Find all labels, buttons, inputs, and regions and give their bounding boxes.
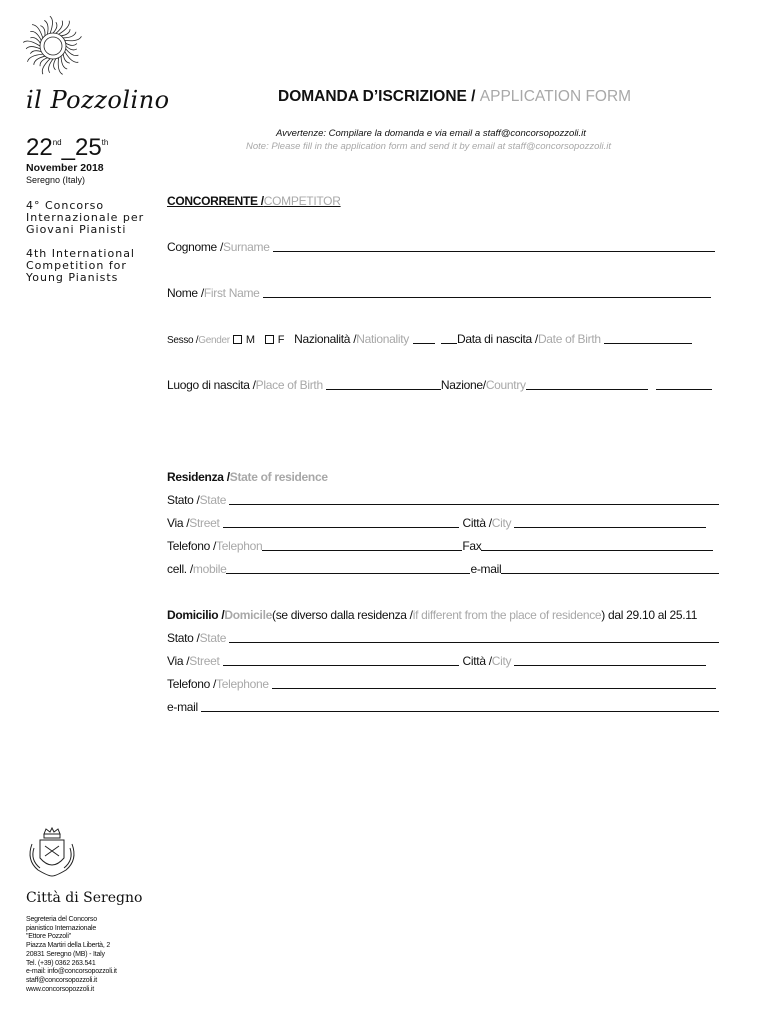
warning-text: Avvertenze: Compilare la domanda e via email a staff@concorsopozzoli.it: [276, 128, 586, 139]
city-name: Città di Seregno: [26, 890, 143, 906]
competition-dates: 22nd_25th: [26, 134, 109, 161]
logo-ray: [66, 46, 77, 50]
residence-city-field[interactable]: [514, 527, 706, 528]
logo-ray: [50, 16, 53, 33]
logo-ray: [65, 36, 82, 40]
competition-place: Seregno (Italy): [26, 175, 86, 185]
domicile-street-field[interactable]: [223, 665, 459, 666]
residence-mobile-field[interactable]: [226, 573, 470, 574]
english-subtitle: 4th International Competition for Young Pianists: [26, 247, 135, 284]
residence-heading: Residenza / State of residence: [167, 470, 328, 484]
logo-ray: [63, 54, 70, 63]
logo-ray: [58, 58, 62, 75]
competitor-heading: CONCORRENTE / COMPETITOR: [167, 194, 341, 208]
logo-ray: [40, 58, 47, 66]
residence-phone-row: Telefono / Telephon Fax: [167, 539, 713, 553]
firstname-row: Nome / First Name: [167, 286, 711, 300]
sex-f-checkbox[interactable]: [265, 335, 274, 344]
logo-ray: [32, 25, 43, 38]
italian-subtitle: 4° Concorso Internazionale per Giovani Pianisti: [26, 199, 145, 236]
pozzolino-logo-icon: [22, 14, 84, 80]
logo-ray: [30, 31, 41, 40]
surname-field[interactable]: [273, 251, 715, 252]
logo-ray: [23, 41, 40, 46]
sex-m-checkbox[interactable]: [233, 335, 242, 344]
logo-ray: [65, 52, 79, 63]
domicile-state-field[interactable]: [229, 642, 719, 643]
logo-ray: [34, 56, 45, 65]
nationality-field-a[interactable]: [413, 343, 435, 344]
logo-ray: [26, 47, 40, 49]
domicile-street-row: Via / Street Città / City: [167, 654, 706, 668]
residence-email-field[interactable]: [501, 573, 719, 574]
logo-ray: [30, 37, 40, 43]
birthplace-field[interactable]: [326, 389, 441, 390]
page-title: DOMANDA D’ISCRIZIONE / APPLICATION FORM: [278, 88, 632, 105]
competition-month: November 2018: [26, 162, 104, 174]
residence-mobile-row: cell. / mobile e-mail: [167, 562, 719, 576]
logo-ray: [30, 51, 41, 54]
secretariat-address: Segreteria del Concorso pianistico Internazionale "Ettore Pozzoli" Piazza Martiri della Libertà, 2 20831 Seregno (MB) - Italy Tel. (+39) 0362 263.541 e-mail: info@concorsopozzoli.it staff@concorsopozzoli.it www.concorsopozzoli.it: [26, 916, 117, 993]
sex-nationality-row: Sesso / Gender M F Nazionalità / Nationality Data di nascita / Date of Birth: [167, 332, 692, 346]
logo-ray: [59, 21, 70, 35]
residence-street-row: Via / Street Città / City: [167, 516, 706, 530]
logo-ray: [66, 43, 77, 45]
country-field[interactable]: [526, 389, 648, 390]
residence-state-row: Stato / State: [167, 493, 719, 507]
dob-field[interactable]: [604, 343, 692, 344]
domicile-phone-row: Telefono / Telephone: [167, 677, 716, 691]
logo-ray: [54, 59, 56, 70]
domicile-city-field[interactable]: [514, 665, 706, 666]
city-crest-icon: [24, 826, 80, 880]
country-field-extra[interactable]: [656, 389, 712, 390]
logo-ray: [53, 22, 57, 33]
firstname-field[interactable]: [263, 297, 711, 298]
domicile-email-row: e-mail: [167, 700, 719, 714]
residence-fax-field[interactable]: [481, 550, 713, 551]
residence-state-field[interactable]: [229, 504, 719, 505]
birthplace-row: Luogo di nascita / Place of Birth Nazione/ Country: [167, 378, 712, 392]
logo-ray: [61, 29, 70, 36]
domicile-email-field[interactable]: [201, 711, 719, 712]
logo-ray: [49, 59, 53, 73]
domicile-state-row: Stato / State: [167, 631, 719, 645]
domicile-phone-field[interactable]: [272, 688, 716, 689]
residence-phone-field[interactable]: [262, 550, 462, 551]
domicile-heading: Domicilio / Domicile (se diverso dalla residenza / if different from the place of residence ) dal 29.10 al 25.11: [167, 608, 698, 622]
nationality-field-b[interactable]: [441, 343, 457, 344]
note-text: Note: Please fill in the application form and send it by email at staff@concorsopozzoli.it: [246, 141, 612, 152]
brand-name: il Pozzolino: [26, 86, 170, 114]
residence-street-field[interactable]: [223, 527, 459, 528]
surname-row: Cognome / Surname: [167, 240, 715, 254]
